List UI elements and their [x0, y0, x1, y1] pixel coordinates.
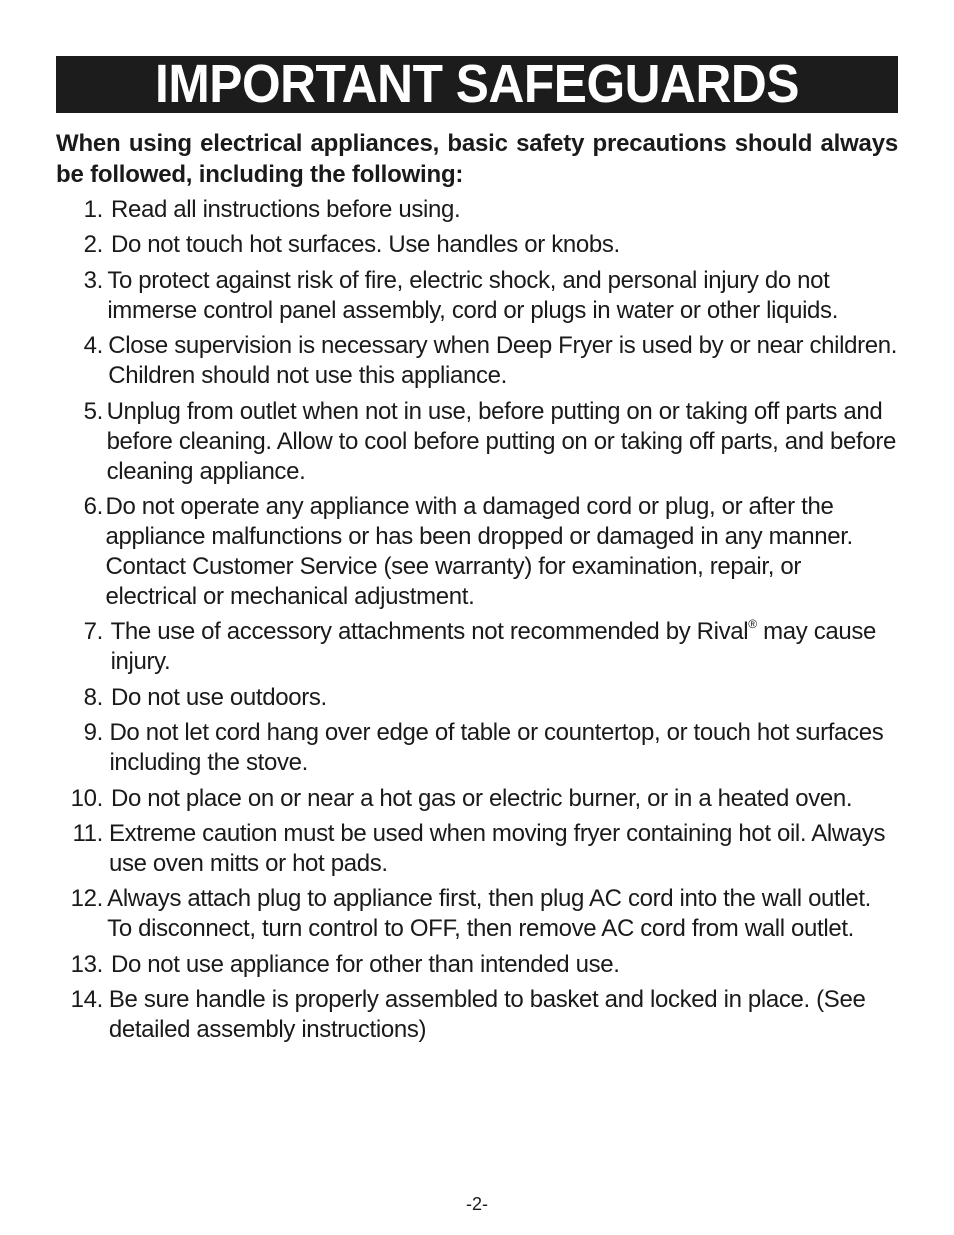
- item-text: To protect against risk of fire, electric shock, and personal injury do not immerse control panel assembly, cord or plugs in water or other liquids.: [107, 266, 839, 324]
- item-text: Be sure handle is properly assembled to basket and locked in place. (See detailed assembly instructions): [108, 986, 866, 1044]
- item-number: 13.: [70, 950, 103, 978]
- item-number: 6.: [83, 492, 103, 520]
- list-item: [56, 884, 898, 944]
- item-text: Do not use appliance for other than intended use.: [111, 950, 620, 978]
- item-number: 4.: [83, 332, 103, 360]
- item-number: 3.: [83, 266, 103, 294]
- list-item: [56, 683, 898, 713]
- page-number: -2-: [466, 1194, 488, 1214]
- item-number: 7.: [83, 618, 103, 646]
- item-number: 1.: [83, 196, 103, 223]
- item-text-part: may cause injury.: [110, 618, 877, 676]
- item-number: 10.: [70, 784, 103, 812]
- list-item: [56, 985, 898, 1045]
- item-number: 11.: [72, 819, 103, 847]
- item-number: 5.: [83, 397, 103, 425]
- list-item: [56, 784, 898, 814]
- page-title: IMPORTANT SAFEGUARDS: [155, 54, 799, 114]
- item-text-part: The use of accessory attachments not recommended by Rival: [110, 618, 749, 646]
- item-text: Do not let cord hang over edge of table or countertop, or touch hot surfaces including the stove.: [109, 719, 884, 777]
- item-text: Do not touch hot surfaces. Use handles or knobs.: [111, 231, 620, 259]
- item-text: Close supervision is necessary when Deep Fryer is used by or near children. Children should not use this appliance.: [108, 332, 898, 390]
- list-item: [56, 617, 898, 677]
- title-banner: [56, 56, 898, 113]
- list-item: [56, 230, 898, 260]
- item-number: 8.: [83, 683, 103, 711]
- item-text: Do not place on or near a hot gas or electric burner, or in a heated oven.: [111, 784, 853, 812]
- list-item: [56, 492, 898, 612]
- item-text: Unplug from outlet when not in use, before putting on or taking off parts and before cleaning. Allow to cool before putting on or taking off parts, and before cleaning appliance.: [106, 397, 896, 485]
- item-text: [111, 617, 898, 677]
- item-number: 2.: [83, 231, 103, 259]
- item-number: 12.: [70, 885, 103, 913]
- list-item: [56, 819, 898, 879]
- item-number: 14.: [70, 986, 103, 1014]
- safeguards-list: [56, 195, 898, 1050]
- list-item: [56, 266, 898, 326]
- intro-paragraph: When using electrical appliances, basic safety precautions should always be followed, including the following:: [56, 130, 898, 188]
- list-item: [56, 718, 898, 778]
- item-text: Extreme caution must be used when moving fryer containing hot oil. Always use oven mitts or hot pads.: [108, 819, 886, 877]
- item-text: Do not use outdoors.: [111, 683, 327, 711]
- item-text: Read all instructions before using.: [111, 196, 461, 223]
- list-item: [56, 195, 898, 225]
- item-text: Always attach plug to appliance first, then plug AC cord into the wall outlet. To disconnect, turn control to OFF, then remove AC cord from wall outlet.: [107, 885, 871, 943]
- list-item: [56, 397, 898, 487]
- item-text: Do not operate any appliance with a damaged cord or plug, or after the appliance malfunctions or has been dropped or damaged in any manner. Contact Customer Service (see warranty) for examination, repair, or electrical or mechanical adjustment.: [105, 492, 853, 610]
- list-item: [56, 331, 898, 391]
- list-item: [56, 950, 898, 980]
- registered-mark: ®: [748, 617, 757, 632]
- item-number: 9.: [83, 719, 103, 747]
